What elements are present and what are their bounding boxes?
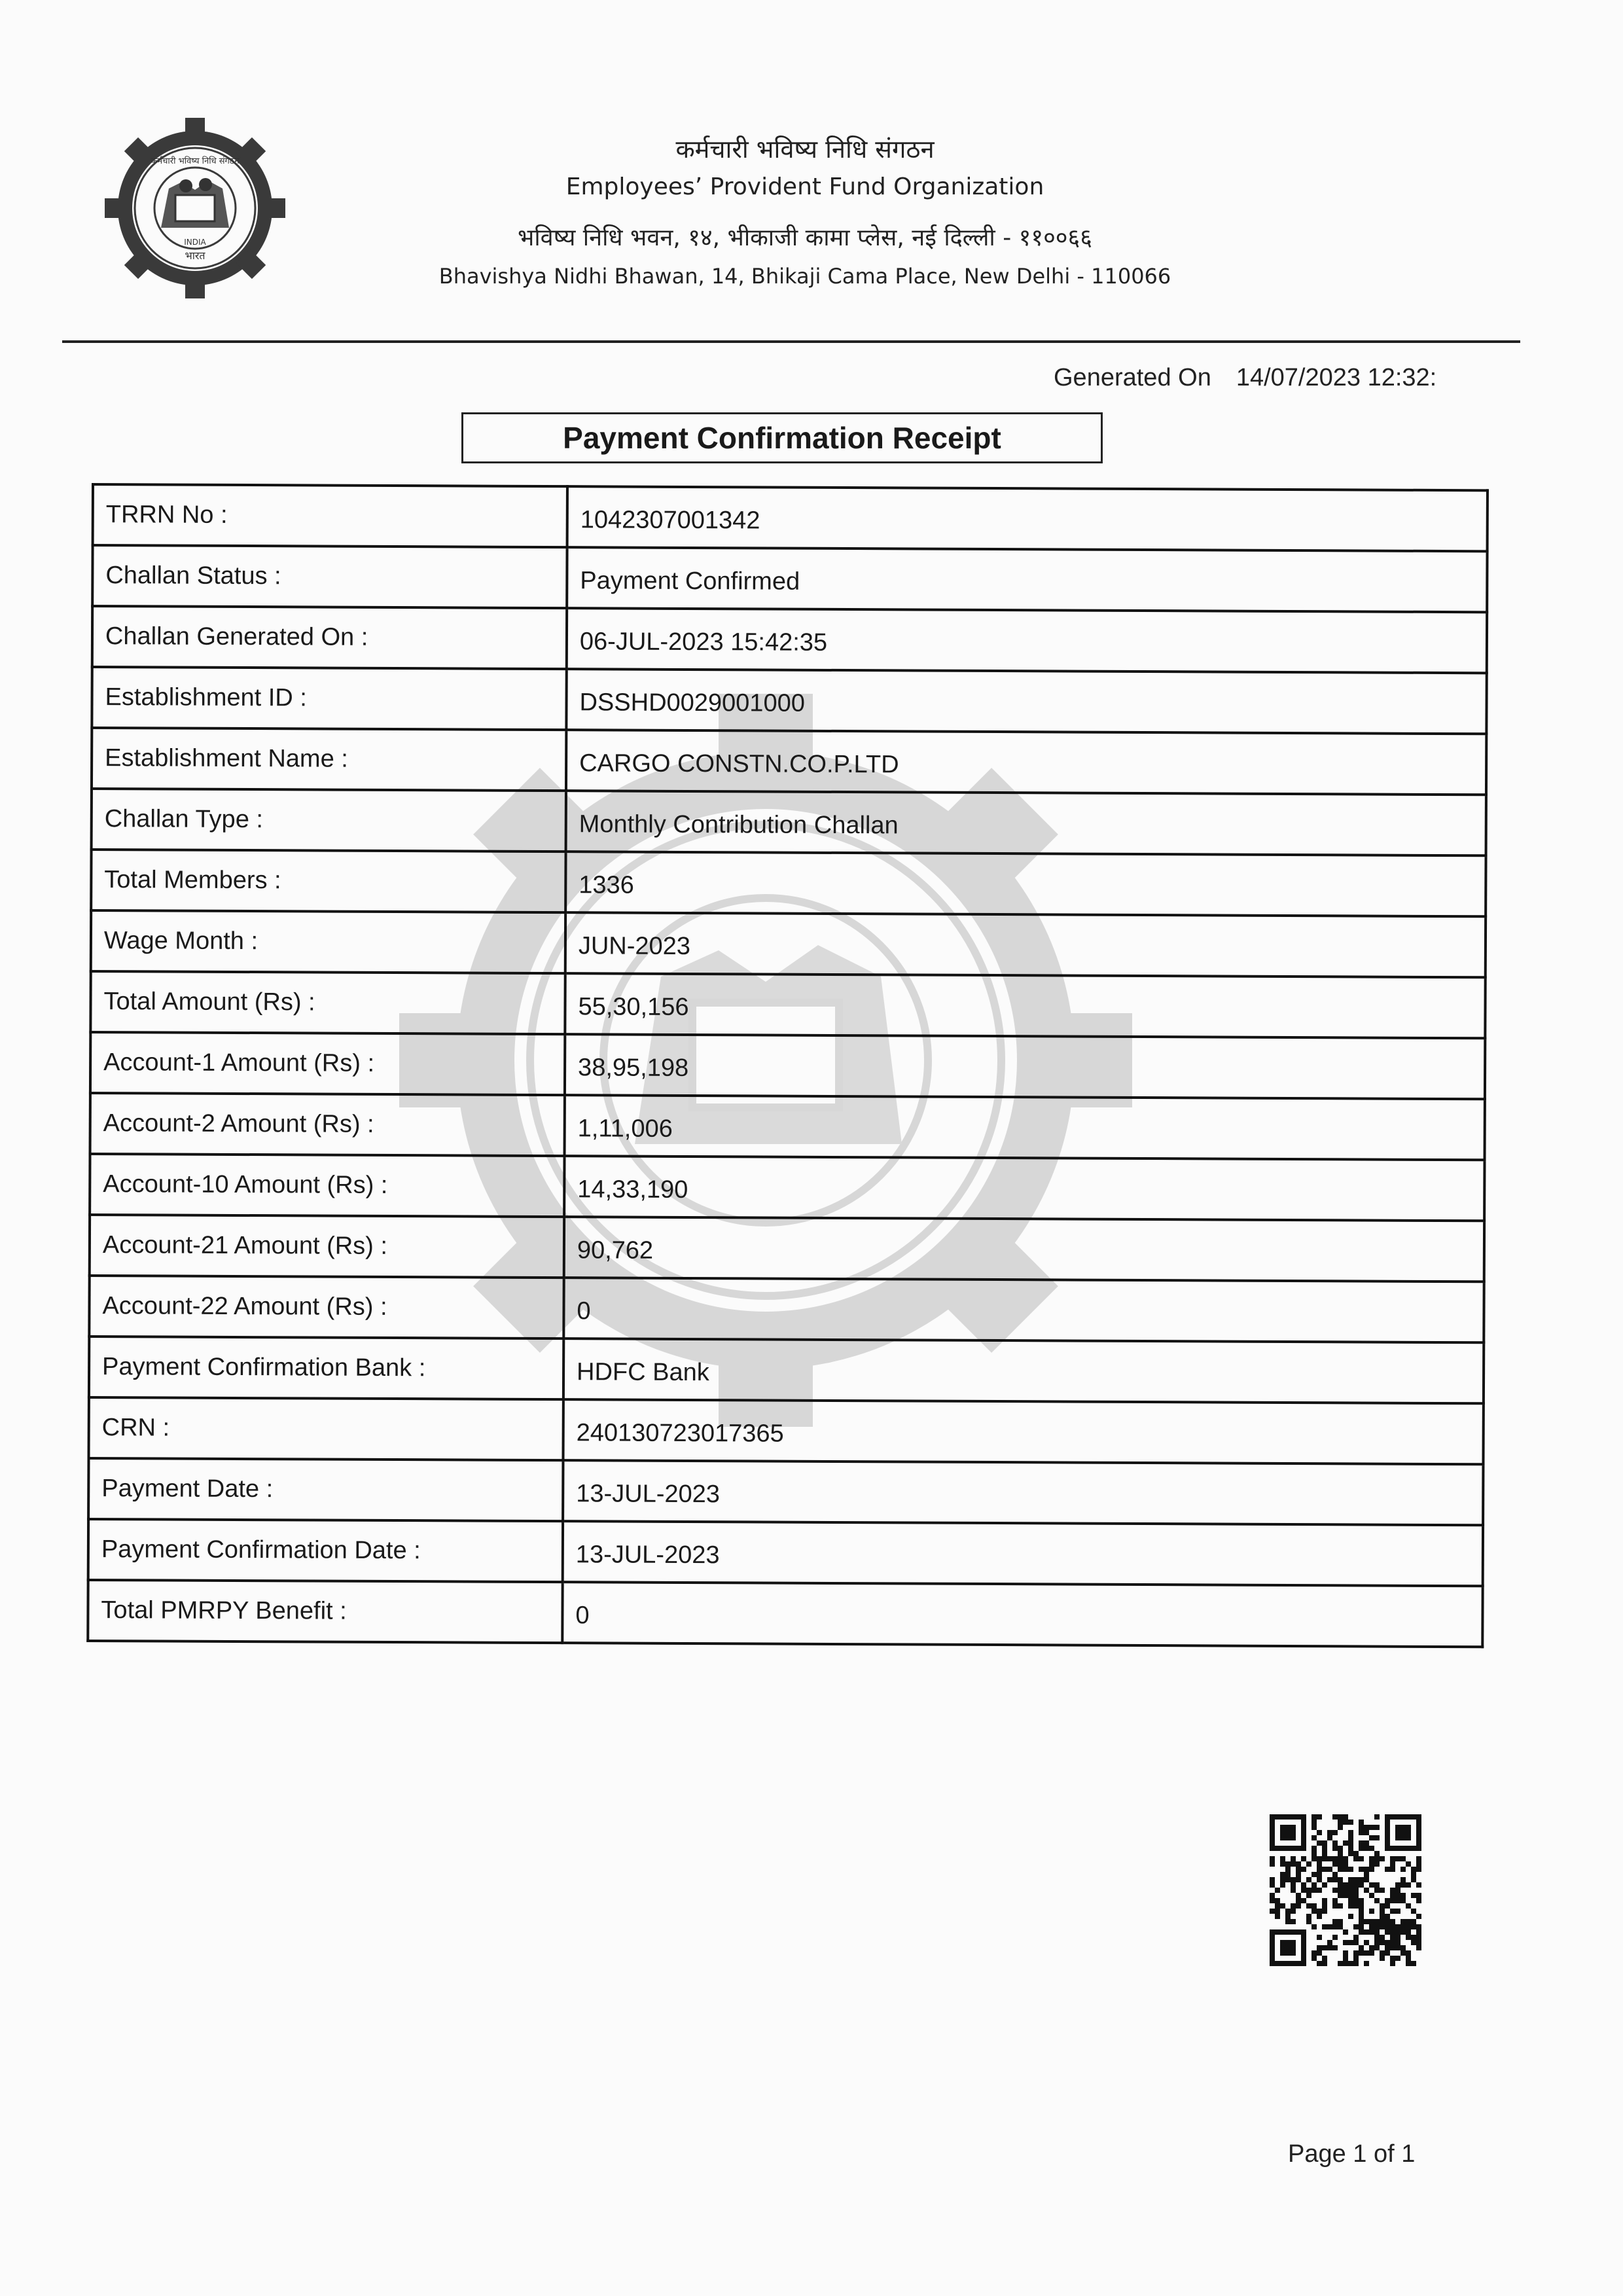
svg-text:भारत: भारत — [185, 249, 205, 262]
table-row — [92, 667, 1486, 734]
table-row — [89, 1336, 1484, 1403]
table-row — [89, 1276, 1484, 1342]
page-title: Payment Confirmation Receipt — [461, 412, 1103, 463]
row-label: Account-21 Amount (Rs) : — [90, 1215, 564, 1278]
row-label: Total PMRPY Benefit : — [88, 1580, 562, 1643]
row-label: Account-10 Amount (Rs) : — [90, 1154, 564, 1217]
row-label: Payment Confirmation Date : — [88, 1519, 563, 1582]
table-row — [92, 728, 1486, 795]
table-row — [92, 789, 1486, 855]
org-name-hindi: कर्मचारी भविष्य निधि संगठन — [675, 135, 935, 164]
row-label: CRN : — [88, 1397, 563, 1460]
row-label: Total Amount (Rs) : — [90, 971, 565, 1034]
epfo-emblem-icon — [103, 117, 287, 300]
table-row — [88, 1580, 1482, 1647]
row-value: HDFC Bank — [563, 1338, 1484, 1403]
address-hindi: भविष्य निधि भवन, १४, भीकाजी कामा प्लेस, नई दिल्ली - ११००६६ — [518, 224, 1092, 251]
svg-text:INDIA: INDIA — [184, 238, 206, 247]
qr-code-icon — [1270, 1814, 1421, 1966]
row-value: 38,95,198 — [565, 1034, 1485, 1099]
row-value: 240130723017365 — [563, 1399, 1483, 1464]
row-value: JUN-2023 — [565, 912, 1486, 977]
row-value: 1336 — [565, 852, 1486, 916]
table-row — [90, 971, 1485, 1038]
receipt-details-table — [86, 483, 1489, 1648]
row-value: 13-JUL-2023 — [563, 1460, 1483, 1525]
table-row — [90, 1032, 1485, 1099]
row-value: 1042307001342 — [567, 486, 1488, 551]
table-row — [88, 1397, 1483, 1464]
table-row — [92, 545, 1487, 612]
row-value: Payment Confirmed — [567, 547, 1487, 612]
svg-text:कर्मचारी भविष्य निधि संगठन: कर्मचारी भविष्य निधि संगठन — [151, 156, 240, 166]
row-label: Wage Month : — [91, 910, 565, 973]
row-value: 06-JUL-2023 15:42:35 — [567, 608, 1487, 673]
row-label: Establishment Name : — [92, 728, 566, 791]
row-value: 1,11,006 — [565, 1095, 1485, 1160]
table-row — [91, 850, 1486, 916]
row-label: Account-22 Amount (Rs) : — [89, 1276, 563, 1338]
row-label: Account-2 Amount (Rs) : — [90, 1093, 565, 1156]
generated-on — [1054, 364, 1436, 392]
row-value: DSSHD0029001000 — [566, 669, 1486, 734]
row-value: 0 — [562, 1582, 1482, 1647]
row-value: 55,30,156 — [565, 973, 1485, 1038]
row-label: Establishment ID : — [92, 667, 566, 730]
table-row — [90, 1093, 1485, 1160]
page-number: Page 1 of 1 — [1288, 2140, 1416, 2168]
table-row — [93, 484, 1488, 551]
header-divider — [62, 340, 1520, 343]
row-value: CARGO CONSTN.CO.P.LTD — [566, 730, 1486, 795]
row-label: Payment Confirmation Bank : — [89, 1336, 563, 1399]
org-header — [366, 131, 1243, 292]
table-row — [90, 1215, 1484, 1282]
row-value: 13-JUL-2023 — [563, 1521, 1483, 1586]
org-name: Employees’ Provident Fund Organization — [565, 173, 1044, 200]
row-label: Challan Generated On : — [92, 606, 567, 669]
table-row — [90, 1154, 1484, 1221]
generated-on-value: 14/07/2023 12:32: — [1236, 364, 1437, 391]
row-label: Challan Type : — [92, 789, 566, 852]
generated-on-label: Generated On — [1054, 364, 1211, 391]
row-value: Monthly Contribution Challan — [566, 791, 1486, 855]
table-row — [92, 606, 1487, 673]
row-label: TRRN No : — [93, 484, 567, 547]
row-label: Account-1 Amount (Rs) : — [90, 1032, 565, 1095]
address: Bhavishya Nidhi Bhawan, 14, Bhikaji Cama Place, New Delhi - 110066 — [438, 264, 1171, 289]
table-row — [88, 1519, 1483, 1586]
table-row — [88, 1458, 1483, 1525]
row-value: 0 — [563, 1278, 1484, 1342]
row-value: 90,762 — [564, 1217, 1484, 1282]
row-label: Total Members : — [91, 850, 565, 912]
row-label: Payment Date : — [88, 1458, 563, 1521]
row-value: 14,33,190 — [564, 1156, 1484, 1221]
table-row — [91, 910, 1486, 977]
row-label: Challan Status : — [92, 545, 567, 608]
